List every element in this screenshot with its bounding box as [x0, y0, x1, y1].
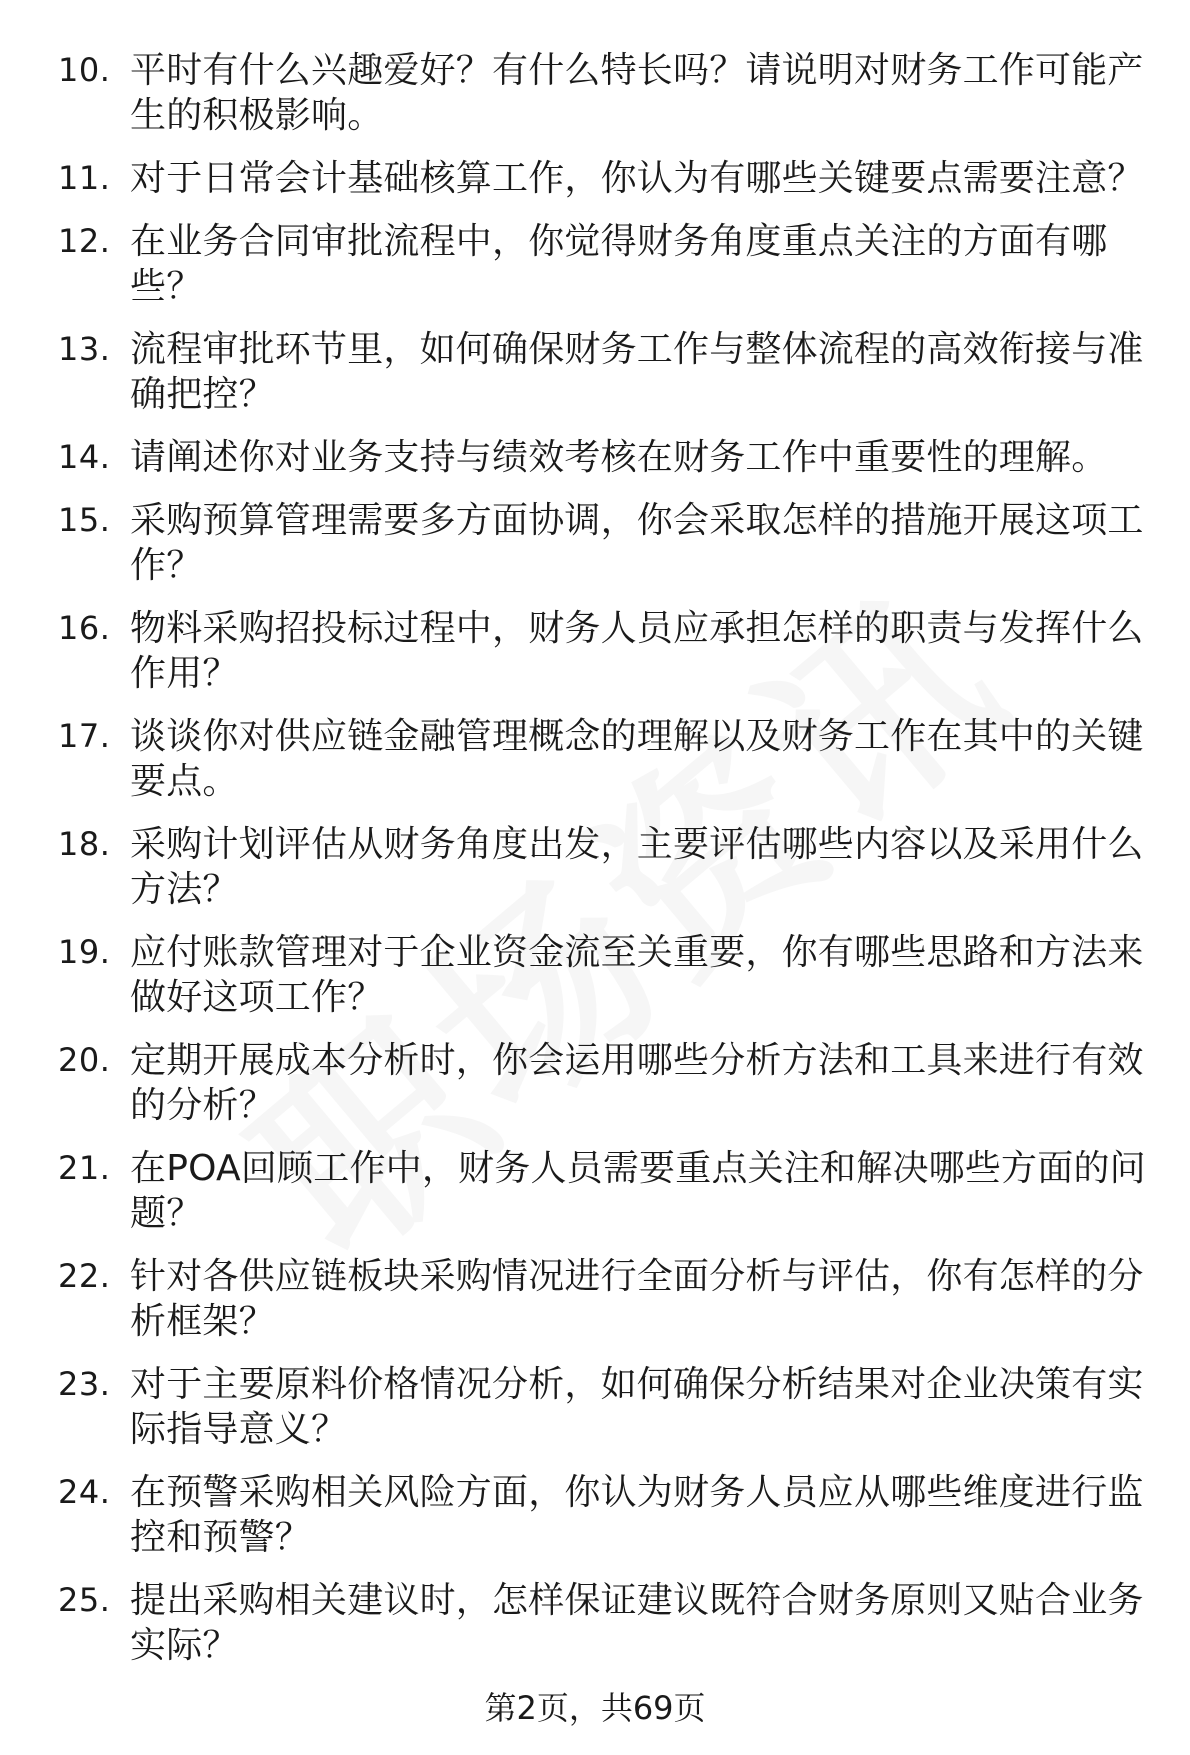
list-item	[58, 48, 1158, 138]
question-text: 在POA回顾工作中，财务人员需要重点关注和解决哪些方面的问题？	[130, 1148, 1146, 1234]
question-text: 提出采购相关建议时，怎样保证建议既符合财务原则又贴合业务实际？	[130, 1580, 1144, 1666]
list-item	[58, 714, 1158, 804]
list-item	[58, 930, 1158, 1020]
question-text: 在业务合同审批流程中，你觉得财务角度重点关注的方面有哪些？	[130, 221, 1108, 307]
question-text: 在预警采购相关风险方面，你认为财务人员应从哪些维度进行监控和预警？	[130, 1472, 1144, 1558]
question-number: 16.	[58, 609, 111, 647]
list-item	[58, 1146, 1158, 1236]
question-number: 18.	[58, 825, 111, 863]
question-list	[58, 48, 1158, 1686]
question-number: 22.	[58, 1257, 111, 1295]
question-number: 13.	[58, 330, 111, 368]
question-text: 对于主要原料价格情况分析，如何确保分析结果对企业决策有实际指导意义？	[130, 1364, 1144, 1450]
question-number: 23.	[58, 1365, 111, 1403]
question-number: 24.	[58, 1473, 111, 1511]
question-number: 19.	[58, 933, 111, 971]
list-item	[58, 1362, 1158, 1452]
list-item	[58, 822, 1158, 912]
list-item	[58, 219, 1158, 309]
question-number: 15.	[58, 501, 111, 539]
question-text: 请阐述你对业务支持与绩效考核在财务工作中重要性的理解。	[130, 437, 1108, 478]
list-item	[58, 606, 1158, 696]
question-number: 12.	[58, 222, 111, 260]
question-number: 21.	[58, 1149, 111, 1187]
question-text: 谈谈你对供应链金融管理概念的理解以及财务工作在其中的关键要点。	[130, 716, 1144, 802]
question-text: 流程审批环节里，如何确保财务工作与整体流程的高效衔接与准确把控？	[130, 329, 1144, 415]
question-number: 14.	[58, 438, 111, 476]
list-item	[58, 498, 1158, 588]
question-text: 平时有什么兴趣爱好？有什么特长吗？请说明对财务工作可能产生的积极影响。	[130, 50, 1144, 136]
page-number: 第2页，共69页	[484, 1689, 706, 1727]
question-text: 物料采购招投标过程中，财务人员应承担怎样的职责与发挥什么作用？	[130, 608, 1144, 694]
question-text: 采购计划评估从财务角度出发，主要评估哪些内容以及采用什么方法？	[130, 824, 1144, 910]
question-number: 10.	[58, 51, 111, 89]
list-item	[58, 327, 1158, 417]
question-text: 定期开展成本分析时，你会运用哪些分析方法和工具来进行有效的分析？	[130, 1040, 1144, 1126]
question-number: 20.	[58, 1041, 111, 1079]
list-item	[58, 1470, 1158, 1560]
list-item	[58, 156, 1158, 201]
question-number: 17.	[58, 717, 111, 755]
list-item	[58, 1578, 1158, 1668]
question-number: 11.	[58, 159, 111, 197]
question-text: 针对各供应链板块采购情况进行全面分析与评估，你有怎样的分析框架？	[130, 1256, 1144, 1342]
question-text: 采购预算管理需要多方面协调，你会采取怎样的措施开展这项工作？	[130, 500, 1144, 586]
question-text: 对于日常会计基础核算工作，你认为有哪些关键要点需要注意？	[130, 158, 1144, 199]
list-item	[58, 1038, 1158, 1128]
question-number: 25.	[58, 1581, 111, 1619]
list-item	[58, 435, 1158, 480]
list-item	[58, 1254, 1158, 1344]
question-text: 应付账款管理对于企业资金流至关重要，你有哪些思路和方法来做好这项工作？	[130, 932, 1144, 1018]
